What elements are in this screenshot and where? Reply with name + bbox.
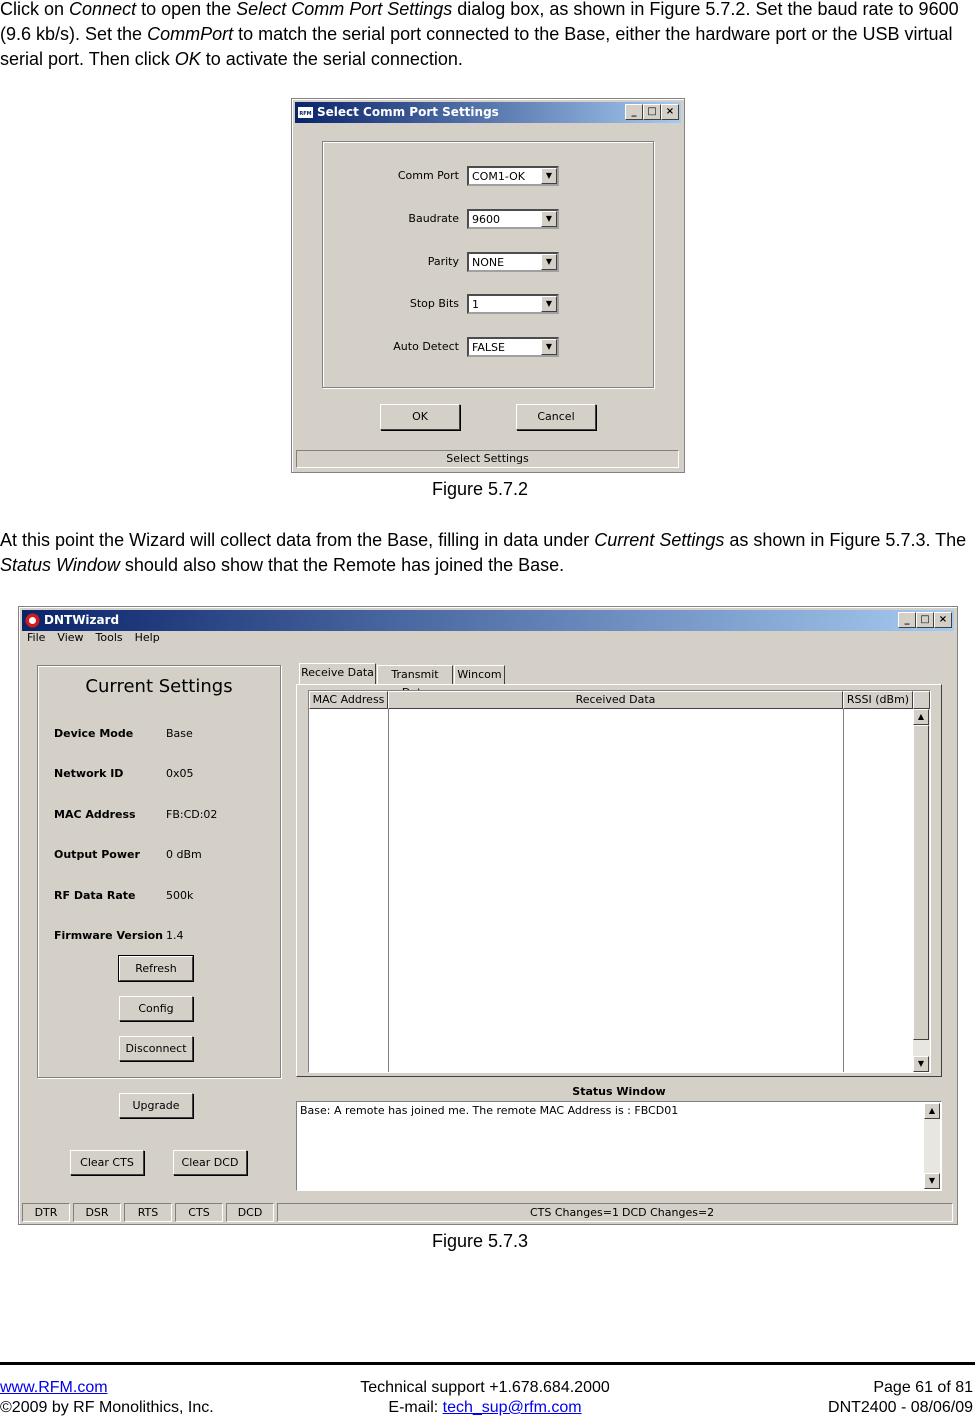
network-id-label: Network ID xyxy=(54,767,124,780)
auto-detect-select[interactable]: FALSE ▼ xyxy=(467,337,559,357)
scroll-thumb[interactable] xyxy=(913,725,929,1040)
config-button[interactable]: Config xyxy=(119,996,193,1021)
rfm-logo-icon xyxy=(25,613,40,628)
dnt-wizard-window xyxy=(18,606,958,1225)
close-icon[interactable]: × xyxy=(934,612,952,628)
output-power-value: 0 dBm xyxy=(166,848,202,861)
column-mac-address[interactable]: MAC Address xyxy=(309,691,388,709)
page-number: Page 61 of 81 xyxy=(873,1379,973,1396)
status-window xyxy=(296,1101,942,1191)
menu-help[interactable]: Help xyxy=(134,631,160,644)
clear-cts-button[interactable]: Clear CTS xyxy=(70,1150,144,1175)
scroll-up-icon[interactable]: ▲ xyxy=(924,1103,940,1119)
mac-address-value: FB:CD:02 xyxy=(166,808,218,821)
column-divider xyxy=(843,709,844,1072)
tab-strip xyxy=(296,665,942,685)
website-link[interactable]: www.RFM.com xyxy=(0,1379,108,1396)
parity-label: Parity xyxy=(427,255,459,268)
indicator-cts: CTS xyxy=(175,1203,223,1222)
current-settings-title: Current Settings xyxy=(85,676,233,697)
doc-id: DNT2400 - 08/06/09 xyxy=(828,1399,973,1416)
support-phone: Technical support +1.678.684.2000 xyxy=(360,1379,610,1396)
chevron-down-icon[interactable]: ▼ xyxy=(541,168,557,184)
ok-button[interactable]: OK xyxy=(380,404,460,430)
menu-view[interactable]: View xyxy=(57,631,84,644)
parity-select[interactable]: NONE ▼ xyxy=(467,252,559,272)
comm-port-dialog xyxy=(291,98,685,473)
auto-detect-label: Auto Detect xyxy=(393,340,459,353)
tab-receive-data[interactable]: Receive Data xyxy=(299,663,376,685)
menu-file[interactable]: File xyxy=(27,631,46,644)
scroll-down-icon[interactable]: ▼ xyxy=(913,1056,929,1072)
wizard-title: DNTWizard xyxy=(44,613,120,627)
status-scrollbar[interactable] xyxy=(924,1103,940,1189)
footer-left xyxy=(0,1378,214,1418)
indicator-dcd: DCD xyxy=(226,1203,274,1222)
baudrate-select[interactable]: 9600 ▼ xyxy=(467,209,559,229)
maximize-icon[interactable]: □ xyxy=(643,104,661,120)
footer-right xyxy=(828,1378,973,1418)
current-settings-panel xyxy=(37,665,281,1078)
rf-data-rate-value: 500k xyxy=(166,889,194,902)
dcd-changes: DCD Changes=2 xyxy=(622,1206,715,1219)
changes-panel xyxy=(277,1203,953,1222)
stop-bits-select[interactable]: 1 ▼ xyxy=(467,294,559,314)
wizard-titlebar xyxy=(22,610,954,631)
minimize-icon[interactable]: _ xyxy=(625,104,643,120)
tab-wincom[interactable]: Wincom xyxy=(454,665,505,685)
chevron-down-icon[interactable]: ▼ xyxy=(541,254,557,270)
figure-caption-1: Figure 5.7.2 xyxy=(432,479,529,499)
svg-text:RFM: RFM xyxy=(299,111,312,117)
footer-rule xyxy=(0,1362,975,1365)
chevron-down-icon[interactable]: ▼ xyxy=(541,339,557,355)
mac-address-label: MAC Address xyxy=(54,808,136,821)
dialog-status-bar: Select Settings xyxy=(296,450,679,468)
close-icon[interactable]: × xyxy=(661,104,679,120)
column-rssi[interactable]: RSSI (dBm) xyxy=(843,691,913,709)
indicator-rts: RTS xyxy=(124,1203,172,1222)
cts-changes: CTS Changes=1 xyxy=(530,1206,619,1219)
vertical-scrollbar[interactable] xyxy=(913,709,930,1072)
second-paragraph: At this point the Wizard will collect data from the Base, filling in data under Current Settings as shown in Figure 5.7.3. The Status Window should also show that the Remote has joined the Base. xyxy=(0,530,967,575)
refresh-button[interactable]: Refresh xyxy=(119,956,193,981)
status-window-title: Status Window xyxy=(572,1085,666,1098)
dialog-titlebar xyxy=(295,102,681,123)
tab-panel xyxy=(296,684,942,1077)
indicator-dsr: DSR xyxy=(73,1203,121,1222)
stop-bits-label: Stop Bits xyxy=(409,297,459,310)
column-received-data[interactable]: Received Data xyxy=(388,691,843,709)
indicator-dtr: DTR xyxy=(22,1203,70,1222)
comm-port-select[interactable]: COM1-OK ▼ xyxy=(467,166,559,186)
cancel-button[interactable]: Cancel xyxy=(516,404,596,430)
chevron-down-icon[interactable]: ▼ xyxy=(541,296,557,312)
menu-bar xyxy=(27,631,172,644)
minimize-icon[interactable]: _ xyxy=(898,612,916,628)
baudrate-label: Baudrate xyxy=(408,212,459,225)
status-message: Base: A remote has joined me. The remote MAC Address is : FBCD01 xyxy=(300,1104,679,1117)
scroll-up-icon[interactable]: ▲ xyxy=(913,709,929,725)
disconnect-button[interactable]: Disconnect xyxy=(119,1036,193,1061)
output-power-label: Output Power xyxy=(54,848,140,861)
maximize-icon[interactable]: □ xyxy=(916,612,934,628)
scroll-down-icon[interactable]: ▼ xyxy=(924,1173,940,1189)
device-mode-label: Device Mode xyxy=(54,727,134,740)
received-data-table xyxy=(308,690,931,1073)
copyright: ©2009 by RF Monolithics, Inc. xyxy=(0,1399,214,1416)
network-id-value: 0x05 xyxy=(166,767,194,780)
dialog-title: Select Comm Port Settings xyxy=(317,105,499,119)
figure-caption-2: Figure 5.7.3 xyxy=(432,1231,529,1251)
firmware-version-value: 1.4 xyxy=(166,929,184,942)
device-mode-value: Base xyxy=(166,727,193,740)
email-link[interactable]: tech_sup@rfm.com xyxy=(442,1399,582,1416)
comm-port-label: Comm Port xyxy=(397,169,459,182)
firmware-version-label: Firmware Version xyxy=(54,929,163,942)
rf-data-rate-label: RF Data Rate xyxy=(54,889,136,902)
tab-transmit-data[interactable]: Transmit xyxy=(377,665,453,685)
column-filler xyxy=(913,691,930,709)
rfm-logo-icon xyxy=(298,105,313,120)
upgrade-button[interactable]: Upgrade xyxy=(119,1093,193,1118)
menu-tools[interactable]: Tools xyxy=(95,631,123,644)
column-divider xyxy=(388,709,389,1072)
chevron-down-icon[interactable]: ▼ xyxy=(541,211,557,227)
intro-paragraph: Click on Connect to open the Select Comm Port Settings dialog box, as shown in Figure 5.7.2. Set the baud rate to 9600 (9.6 kb/s). Set the CommPort to match the serial port connected to the Base, either the hardware port or the USB virtual serial port. Then click OK to activate the serial connection. xyxy=(0,0,959,69)
clear-dcd-button[interactable]: Clear DCD xyxy=(173,1150,247,1175)
footer-center: Technical support +1.678.684.2000 E-mail: tech_sup@rfm.com xyxy=(360,1379,610,1416)
